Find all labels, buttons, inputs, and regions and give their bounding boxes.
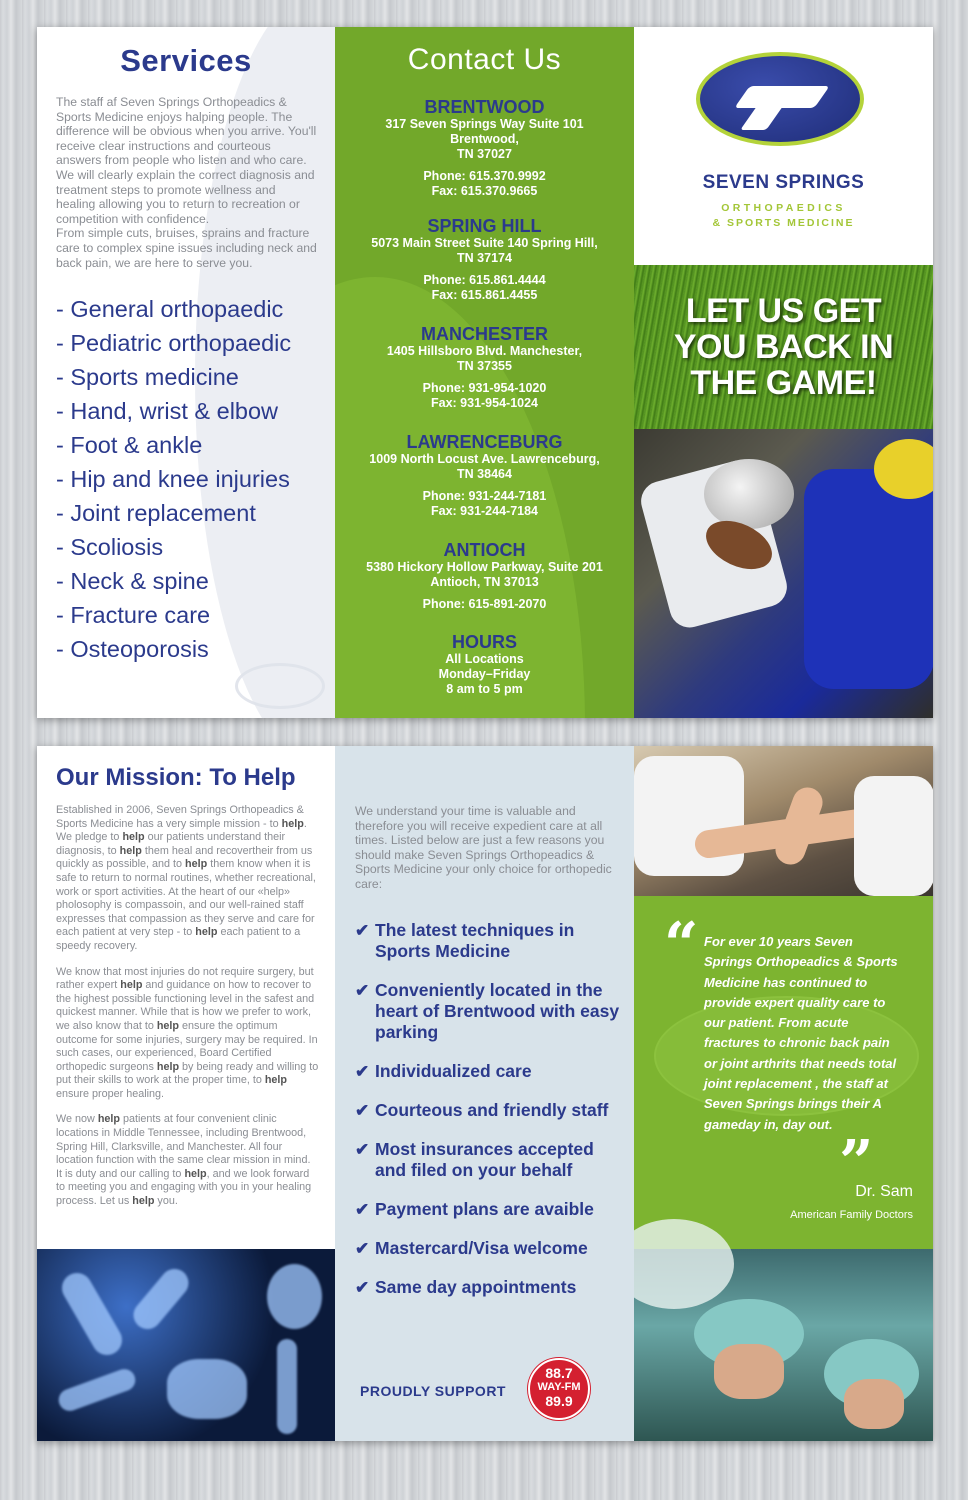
surgery-photo — [634, 1249, 933, 1441]
reason-item — [355, 1139, 624, 1181]
brand-subtitle-2: & SPORTS MEDICINE — [712, 217, 855, 229]
service-item: - Osteoporosis — [56, 636, 209, 663]
mission-panel — [37, 746, 335, 1441]
location-phone: Phone: 615.861.4444 — [423, 273, 546, 287]
doctor-coat — [634, 756, 744, 876]
location-fax: Fax: 931-244-7184 — [430, 504, 539, 518]
hours-block — [335, 632, 634, 697]
hours-line: All Locations — [445, 652, 524, 666]
radio-name: WAY-FM — [537, 1381, 581, 1393]
quote-text: For ever 10 years Seven Springs Orthopeadics & Sports Medicine has continued to provide expert quality care to our patient. From acute fractures to chronic back pain or joint arthrits that needs total joint replacement , the staff at Seven Springs brings their A gameday in, day out. — [704, 934, 898, 1132]
testimonial — [634, 896, 933, 1249]
location-manchester — [335, 324, 634, 411]
text: . We pledge to — [56, 817, 307, 844]
xray-bone — [128, 1263, 194, 1335]
text: them heal and recoverthеir from us quickly as possible, and to — [56, 844, 313, 871]
radio-frequency: 89.9 — [545, 1393, 573, 1409]
brand-logo — [634, 27, 933, 265]
help-word: help — [264, 1074, 288, 1087]
location-antioch — [335, 540, 634, 612]
reason-text: Most insurances accepted and filed on your behalf — [375, 1138, 594, 1180]
service-item: - Neck & spine — [56, 568, 209, 595]
reason-item — [355, 980, 624, 1043]
location-name: LAWRENCEBURG — [406, 432, 563, 452]
help-word: help — [132, 1195, 155, 1208]
reason-item — [355, 1277, 624, 1298]
location-name: ANTIOCH — [443, 540, 526, 560]
location-address: 5073 Main Street Suite 140 Spring Hill, — [371, 236, 598, 250]
location-name: SPRING HILL — [427, 216, 542, 236]
location-name: MANCHESTER — [420, 324, 548, 344]
location-address: TN 37355 — [457, 359, 512, 373]
help-word: help — [122, 831, 145, 844]
player-helmet — [704, 459, 794, 529]
reason-item — [355, 1061, 624, 1082]
services-intro-text: The staff af Seven Springs Orthopeadics & Sports Medicine enjoys halping people. The difference will be obvious when you arrive. You'll receive clear instructions and courteous answers from people who listen and who care. We will clearly explain the correct diagnosis and treatment steps to promote wellness and healing allowing you to return to recreation or competition with confidence. — [56, 95, 317, 226]
brand-name: SEVEN SPRINGS — [702, 172, 865, 193]
location-address: Antioch, TN 37013 — [430, 575, 539, 589]
turf-banner — [634, 265, 933, 429]
location-fax: Fax: 615.861.4455 — [431, 288, 538, 302]
radio-station-logo — [528, 1358, 590, 1420]
football-photo — [634, 429, 933, 718]
location-address: Brentwood, — [450, 132, 519, 146]
service-item: - Hand, wrist & elbow — [56, 398, 279, 425]
quote-author: Dr. Sam — [855, 1183, 913, 1200]
service-item: - Hip and knee injuries — [56, 466, 290, 493]
reason-item — [355, 1100, 624, 1121]
text: them know when it is safe to return to normal routines, whether recreational, work or sport activities. At the heart of our «help» pholosophy is compassoin, and our well-rained staff expresses that compassion as they serve and care for each patient at very step - to — [56, 858, 316, 939]
location-brentwood — [335, 97, 634, 199]
service-item: - General orthopaedic — [56, 296, 284, 323]
checkmark-icon: ✔ — [355, 1061, 370, 1081]
checkmark-icon: ✔ — [355, 920, 370, 940]
help-word: help — [119, 844, 142, 857]
close-quote-icon: ” — [839, 1128, 874, 1198]
location-fax: Fax: 931-954-1024 — [430, 396, 539, 410]
open-quote-icon: “ — [664, 910, 699, 980]
checkmark-icon: ✔ — [355, 1238, 370, 1258]
mission-title: Our Mission: To Help — [56, 764, 296, 791]
location-address: 317 Seven Springs Way Suite 101 — [385, 117, 584, 131]
mission-paragraph-2 — [56, 966, 319, 1102]
text: ensure the optimum outcome for some injuries, surgery may be required. In such cases, our experienced, Board Certified orthopedic surgeons — [56, 1019, 318, 1073]
text: our patients understand their diagnosis, to — [56, 831, 286, 857]
contact-panel — [335, 27, 634, 718]
service-item: - Sports medicine — [56, 364, 239, 391]
text: Established in 2006, Seven Springs Orthopeadics & Sports Medicine has a very simple mission - to — [56, 804, 304, 830]
location-phone: Phone: 931-244-7181 — [422, 489, 547, 503]
brochure-outside — [37, 27, 933, 718]
reason-item — [355, 1199, 624, 1220]
xray-pelvis — [167, 1359, 247, 1419]
text: , and we look forward to meeting you and engaging with you in your healing process. Let us — [56, 1167, 312, 1208]
headline-line: THE GAME! — [690, 364, 877, 402]
help-word: help — [156, 1060, 180, 1073]
location-address: 1009 North Locust Ave. Lawrenceburg, — [369, 452, 600, 466]
location-address: 5380 Hickory Hollow Parkway, Suite 201 — [366, 560, 603, 574]
location-phone: Phone: 615-891-2070 — [422, 597, 547, 611]
text: by being ready and willing to put their skills to work at the proper time, to — [56, 1060, 319, 1087]
reason-text: Individualized care — [375, 1060, 532, 1081]
service-item: - Foot & ankle — [56, 432, 203, 459]
services-intro-text-2: From simple cuts, bruises, sprains and fracture care to complex spine issues including neck and back pain, we are here to serve you. — [56, 226, 317, 270]
location-name: BRENTWOOD — [424, 97, 545, 117]
reason-text: Conveniently located in the heart of Brentwood with easy parking — [375, 979, 620, 1042]
help-word: help — [281, 817, 304, 830]
testimonial-panel — [634, 746, 933, 1441]
proudly-support-label: PROUDLY SUPPORT — [360, 1383, 506, 1399]
text: ensure proper healing. — [56, 1087, 165, 1100]
services-list — [56, 292, 335, 666]
reasons-list — [355, 920, 624, 1298]
reason-text: The latest techniques in Sports Medicine — [375, 919, 575, 961]
checkmark-icon: ✔ — [355, 1100, 370, 1120]
checkmark-icon: ✔ — [355, 1277, 370, 1297]
hours-line: Monday–Friday — [438, 667, 531, 681]
xray-spine — [277, 1339, 297, 1434]
reason-text: Payment plans are avaible — [375, 1198, 594, 1219]
hours-title: HOURS — [451, 632, 517, 652]
location-address: TN 37027 — [457, 147, 512, 161]
cover-panel — [634, 27, 933, 718]
service-item: - Joint replacement — [56, 500, 256, 527]
service-item: - Pediatric orthopaedic — [56, 330, 292, 357]
location-phone: Phone: 931-954-1020 — [422, 381, 547, 395]
help-word: help — [184, 1167, 207, 1180]
text: We know that most injuries do not require surgery, but rather expert — [56, 965, 314, 992]
logo-watermark-icon — [235, 663, 325, 709]
services-title: Services — [120, 43, 252, 78]
xray-photo — [37, 1249, 335, 1441]
xray-bone — [57, 1268, 128, 1361]
seven-springs-logo-icon — [696, 52, 864, 146]
reasons-intro: We understand your time is valuable and therefore you will receive expedient care at all times. Listed below are just a few reasons you should make Seven Springs Orthopeadics & Sports Medicine your only choice for orthopedic care: — [355, 804, 612, 891]
location-fax: Fax: 615.370.9665 — [431, 184, 538, 198]
text: each patient to a speedy recovery. — [56, 926, 301, 952]
reason-item — [355, 1238, 624, 1259]
hours-line: 8 am to 5 pm — [446, 682, 523, 696]
text: patients at four convenient clinic locations in Middle Tennessee, including Brentwood, Spring Hill, Clarksville, and Manchester. All four location function with the same clear mission in mind. It is duty and our calling to — [56, 1113, 311, 1180]
xray-skull — [267, 1264, 322, 1329]
surgeon-face — [714, 1344, 784, 1399]
reason-text: Mastercard/Visa welcome — [375, 1237, 588, 1258]
reason-text: Same day appointments — [375, 1276, 577, 1297]
mission-paragraph-3 — [56, 1113, 319, 1208]
location-lawrenceburg — [335, 432, 634, 519]
contact-title: Contact Us — [407, 43, 562, 76]
physio-photo — [634, 746, 933, 896]
help-word: help — [120, 979, 143, 992]
xray-foot — [56, 1366, 139, 1414]
help-word: help — [195, 926, 218, 939]
checkmark-icon: ✔ — [355, 980, 370, 1000]
location-address: TN 37174 — [457, 251, 512, 265]
headline-line: LET US GET — [685, 292, 882, 330]
help-word: help — [156, 1019, 180, 1032]
text: and guidance on how to recover to the highest possible functioning level in the safest and quickest manner. While that is how we prefer to work, we also know that to — [56, 979, 315, 1032]
opponent-player — [804, 469, 933, 689]
text: you. — [154, 1195, 178, 1208]
reason-item — [355, 920, 624, 962]
help-word: help — [97, 1113, 121, 1126]
checkmark-icon: ✔ — [355, 1139, 370, 1159]
mission-paragraph-1 — [56, 804, 319, 954]
checkmark-icon: ✔ — [355, 1199, 370, 1219]
location-phone: Phone: 615.370.9992 — [423, 169, 546, 183]
text: We now — [56, 1113, 98, 1126]
cover-headline — [634, 293, 933, 401]
radio-frequency: 88.7 — [545, 1365, 573, 1381]
location-spring-hill — [335, 216, 634, 303]
headline-line: YOU BACK IN — [673, 328, 894, 366]
services-panel — [37, 27, 335, 718]
brochure-inside — [37, 746, 933, 1441]
help-word: help — [185, 858, 208, 871]
quote-organization: American Family Doctors — [790, 1209, 913, 1221]
reasons-panel — [335, 746, 634, 1441]
doctor-coat — [854, 776, 933, 896]
services-intro — [56, 95, 317, 270]
reason-text: Courteous and friendly staff — [375, 1099, 609, 1120]
service-item: - Scoliosis — [56, 534, 164, 561]
surgeon-face — [844, 1379, 904, 1429]
location-address: TN 38464 — [457, 467, 512, 481]
service-item: - Fracture care — [56, 602, 211, 629]
brand-subtitle: ORTHOPAEDICS — [721, 202, 846, 214]
location-address: 1405 Hillsboro Blvd. Manchester, — [386, 344, 583, 358]
